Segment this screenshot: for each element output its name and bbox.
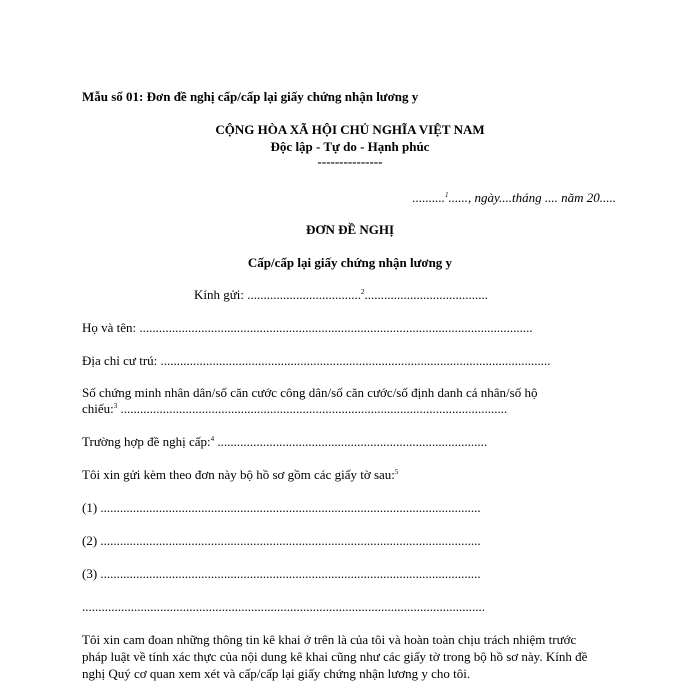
name-field: Họ và tên: .........................................................................................................................: [82, 320, 533, 335]
attachments-intro: [82, 467, 398, 483]
footnote-3: 3: [113, 402, 118, 410]
attachment-item-2: (2) .....................................................................................................................: [82, 533, 481, 548]
attachment-item-4: ............................................................................................................................: [82, 599, 485, 614]
document-title: ĐƠN ĐỀ NGHỊ: [305, 222, 395, 237]
footnote-4: 4: [210, 435, 215, 443]
recipient-label: Kính gửi: ...................................: [194, 287, 362, 302]
attachment-item-3: (3) .....................................................................................................................: [82, 566, 481, 581]
footnote-5: 5: [394, 468, 399, 476]
country-header: CỘNG HÒA XÃ HỘI CHỦ NGHĨA VIỆT NAM: [215, 122, 485, 137]
declaration-line-2: pháp luật về tính xác thực của nội dung kê khai cũng như các giấy tờ trong bộ hồ sơ này. Kính đề: [82, 649, 588, 664]
attachment-item-1: (1) .....................................................................................................................: [82, 500, 481, 515]
declaration-line-3: nghị Quý cơ quan xem xét và cấp/cấp lại giấy chứng nhận lương y cho tôi.: [82, 666, 471, 681]
id-number-line-1: Số chứng minh nhân dân/số căn cước công dân/số căn cước/số định danh cá nhân/số hộ: [82, 385, 538, 400]
id-number-line-2: [82, 401, 507, 417]
header-separator: ---------------: [317, 154, 383, 169]
case-label: Trường hợp đề nghị cấp:: [82, 434, 211, 449]
document-subtitle: Cấp/cấp lại giấy chứng nhận lương y: [247, 255, 453, 270]
form-label: Mẫu số 01: Đơn đề nghị cấp/cấp lại giấy chứng nhận lương y: [82, 89, 419, 104]
footnote-1: 1: [444, 191, 449, 199]
footnote-2: 2: [361, 288, 365, 296]
declaration-line-1: Tôi xin cam đoan những thông tin kê khai ở trên là của tôi và hoàn toàn chịu trách nhiệm trước: [82, 632, 577, 647]
date-line: [412, 190, 616, 206]
case-dots: ...................................................................................: [214, 434, 488, 449]
motto: Độc lập - Tự do - Hạnh phúc: [270, 139, 430, 154]
recipient-dots: ......................................: [364, 287, 489, 302]
id-dots: .......................................................................................................................: [117, 401, 508, 416]
place-dots: ..........: [412, 190, 445, 205]
address-field: Địa chỉ cư trú: ........................................................................................................................: [82, 353, 551, 368]
date-text: ......, ngày....tháng .... năm 20.....: [448, 190, 616, 205]
recipient-line: [194, 287, 488, 303]
attachments-intro-text: Tôi xin gửi kèm theo đơn này bộ hồ sơ gồm các giấy tờ sau:: [82, 467, 395, 482]
request-case-field: [82, 434, 487, 450]
id-label: chiếu:: [82, 401, 114, 416]
